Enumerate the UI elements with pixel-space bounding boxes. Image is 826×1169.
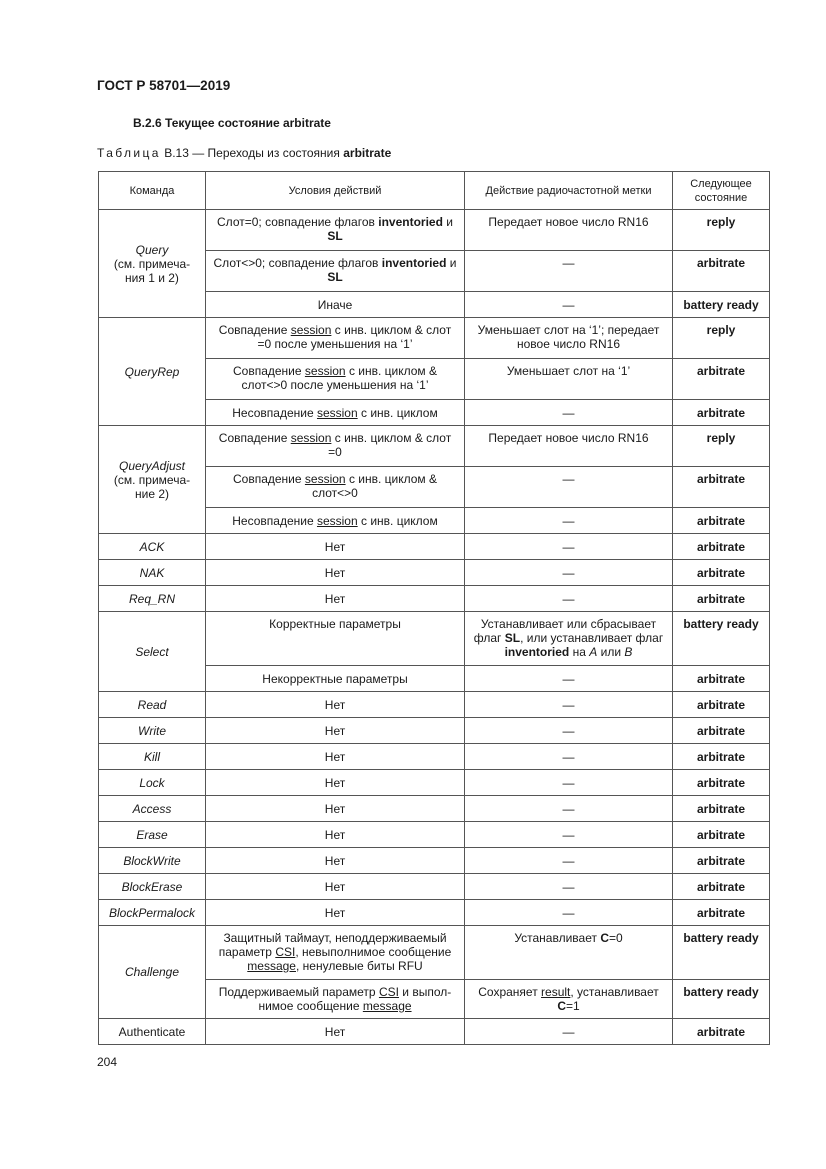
condition-cell [206,359,465,400]
condition-text: Совпадение [232,364,302,378]
condition-param: message [247,959,296,973]
col-header-next-state: Следующее состояние [673,172,770,210]
table-row [99,612,770,666]
condition-cell [206,318,465,359]
action-cell: — [465,874,673,900]
condition-cell: Нет [206,900,465,926]
action-text: , или устанавливает флаг [520,631,664,645]
next-state-cell: reply [673,318,770,359]
condition-cell: Корректные параметры [206,612,465,666]
command-name: Authenticate [118,1024,186,1039]
condition-text: с инв. циклом & слот =0 [328,431,452,459]
next-state-cell: battery ready [673,980,770,1019]
action-value: B [624,645,633,659]
condition-cell [206,926,465,980]
condition-text: , невыполнимое сообщение [295,945,452,959]
condition-text: Несовпадение [232,513,314,528]
condition-cell [206,426,465,467]
condition-param: session [304,364,346,378]
condition-param: message [362,999,412,1013]
command-note: (см. примеча-ния 1 и 2) [113,256,191,285]
command-cell: Write [99,718,206,744]
command-cell: ACK [99,534,206,560]
condition-cell: Нет [206,744,465,770]
action-flag: inventoried [504,645,570,659]
next-state-cell: arbitrate [673,534,770,560]
table-row [99,586,770,612]
next-state-cell: arbitrate [673,744,770,770]
command-cell: Erase [99,822,206,848]
next-state-cell: arbitrate [673,467,770,508]
command-cell: Lock [99,770,206,796]
command-cell: QueryRep [99,318,206,426]
condition-text: Совпадение [232,472,302,486]
table-header-row [99,172,770,210]
condition-cell [206,210,465,251]
page-number: 204 [97,1055,118,1069]
action-cell: — [465,586,673,612]
condition-text: и [449,256,457,270]
condition-param: CSI [275,945,296,959]
condition-cell: Иначе [206,292,465,318]
transitions-table [98,171,770,1045]
table-row [99,1019,770,1045]
next-state-cell: arbitrate [673,796,770,822]
action-cell: Уменьшает слот на ‘1’ [465,359,673,400]
next-state-cell: battery ready [673,292,770,318]
condition-cell: Нет [206,534,465,560]
action-cell: — [465,848,673,874]
command-cell: Select [99,612,206,692]
action-cell: — [465,292,673,318]
table-row [99,874,770,900]
condition-text: с инв. циклом & слот =0 после уменьшения на ‘1’ [257,323,452,351]
action-flag: C [600,931,609,945]
command-cell: BlockPermalock [99,900,206,926]
action-cell: — [465,796,673,822]
condition-cell [206,980,465,1019]
next-state-cell: reply [673,426,770,467]
condition-param: session [316,513,358,528]
caption-number: В.13 — Переходы из состояния [164,146,340,160]
command-cell [99,1019,206,1045]
command-cell [99,426,206,534]
action-cell: — [465,744,673,770]
condition-text: , ненулевые биты RFU [295,959,423,973]
action-flag: SL [504,631,521,645]
action-cell: — [465,718,673,744]
table-row [99,796,770,822]
next-state-cell: arbitrate [673,770,770,796]
condition-text: с инв. циклом [361,405,438,420]
next-state-cell: arbitrate [673,359,770,400]
action-cell: — [465,560,673,586]
next-state-cell: arbitrate [673,718,770,744]
next-state-cell: arbitrate [673,692,770,718]
action-value: A [589,645,598,659]
action-text: Устанавливает [514,931,597,945]
condition-text: Слот=0; совпадение флагов [217,215,375,229]
condition-cell: Нет [206,848,465,874]
next-state-cell: arbitrate [673,400,770,426]
action-cell: — [465,822,673,848]
table-row [99,822,770,848]
next-state-cell: reply [673,210,770,251]
condition-text: Совпадение [218,323,288,337]
action-text: или [600,645,622,659]
next-state-cell: arbitrate [673,1019,770,1045]
caption-state: arbitrate [343,146,392,160]
command-cell: BlockWrite [99,848,206,874]
action-cell: Уменьшает слот на ‘1’; передает новое число RN16 [465,318,673,359]
next-state-cell: arbitrate [673,251,770,292]
action-cell: — [465,400,673,426]
next-state-cell: arbitrate [673,508,770,534]
condition-param: session [290,323,332,337]
condition-text: Поддерживаемый параметр [218,985,376,999]
caption-prefix: Таблица [97,146,161,160]
condition-cell: Нет [206,796,465,822]
condition-cell: Нет [206,560,465,586]
condition-cell: Нет [206,718,465,744]
action-cell: — [465,692,673,718]
command-cell: NAK [99,560,206,586]
condition-cell: Нет [206,770,465,796]
action-cell [465,980,673,1019]
condition-cell [206,400,465,426]
table-row [99,848,770,874]
table-row [99,744,770,770]
condition-text: Совпадение [218,431,288,445]
condition-flag: SL [327,229,343,243]
action-cell: — [465,770,673,796]
col-header-action: Действие радиочастотной метки [465,172,673,210]
condition-cell: Нет [206,874,465,900]
command-name: Query [135,242,169,257]
action-cell: — [465,666,673,692]
action-text: =1 [565,999,580,1013]
table-row [99,900,770,926]
action-cell: — [465,534,673,560]
condition-text: Несовпадение [232,405,314,420]
action-param: result [541,985,571,999]
table-row [99,718,770,744]
action-text: на [572,645,586,659]
condition-param: session [290,431,332,445]
command-name: QueryAdjust [118,458,186,473]
next-state-cell: arbitrate [673,874,770,900]
condition-cell: Нет [206,692,465,718]
condition-flag: inventoried [381,256,447,270]
table-row [99,318,770,359]
command-cell: Req_RN [99,586,206,612]
command-cell: Read [99,692,206,718]
condition-cell: Нет [206,586,465,612]
condition-cell: Нет [206,1019,465,1045]
condition-text: Защитный таймаут, неподдерживаемый параметр [218,931,447,959]
next-state-cell: arbitrate [673,586,770,612]
condition-cell [206,508,465,534]
action-cell: Передает новое число RN16 [465,426,673,467]
document-header: ГОСТ Р 58701—2019 [97,78,231,93]
action-cell: Передает новое число RN16 [465,210,673,251]
next-state-cell: arbitrate [673,560,770,586]
col-header-conditions: Условия действий [206,172,465,210]
command-cell [99,210,206,318]
next-state-cell: arbitrate [673,900,770,926]
action-cell: — [465,1019,673,1045]
condition-flag: SL [327,270,343,284]
next-state-cell: battery ready [673,926,770,980]
next-state-cell: arbitrate [673,822,770,848]
col-header-command: Команда [99,172,206,210]
command-cell: Access [99,796,206,822]
action-cell [465,926,673,980]
condition-param: session [316,405,358,420]
condition-flag: inventoried [378,215,443,229]
action-cell [465,612,673,666]
table-row [99,426,770,467]
command-cell: Kill [99,744,206,770]
condition-text: с инв. циклом [361,513,438,528]
next-state-cell: arbitrate [673,666,770,692]
action-text: =0 [608,931,623,945]
table-row [99,692,770,718]
table-row [99,560,770,586]
condition-text: с инв. циклом & слот<>0 [312,472,438,500]
condition-text: с инв. циклом & слот<>0 после уменьшения на ‘1’ [241,364,438,392]
action-cell: — [465,900,673,926]
table-caption [97,146,391,160]
condition-param: session [304,472,346,486]
action-cell: — [465,467,673,508]
action-text: Сохраняет [478,985,538,999]
condition-text: и выпол-нимое сообщение [258,985,452,1013]
section-title: В.2.6 Текущее состояние arbitrate [133,116,331,130]
condition-param: CSI [378,985,399,999]
table-row [99,534,770,560]
action-text: Устанавливает или сбрасывает флаг [473,617,657,645]
table-row [99,210,770,251]
condition-cell: Нет [206,822,465,848]
next-state-cell: battery ready [673,612,770,666]
condition-cell [206,467,465,508]
table-row [99,926,770,980]
condition-cell [206,251,465,292]
command-note: (см. примеча-ние 2) [113,472,191,501]
action-flag: C [557,999,566,1013]
action-cell: — [465,508,673,534]
next-state-cell: arbitrate [673,848,770,874]
table-row [99,770,770,796]
condition-text: и [446,215,453,229]
command-cell: Challenge [99,926,206,1019]
condition-cell: Некорректные параметры [206,666,465,692]
action-cell: — [465,251,673,292]
condition-text: Слот<>0; совпадение флагов [213,256,379,270]
action-text: , устанавливает [570,985,659,999]
command-cell: BlockErase [99,874,206,900]
